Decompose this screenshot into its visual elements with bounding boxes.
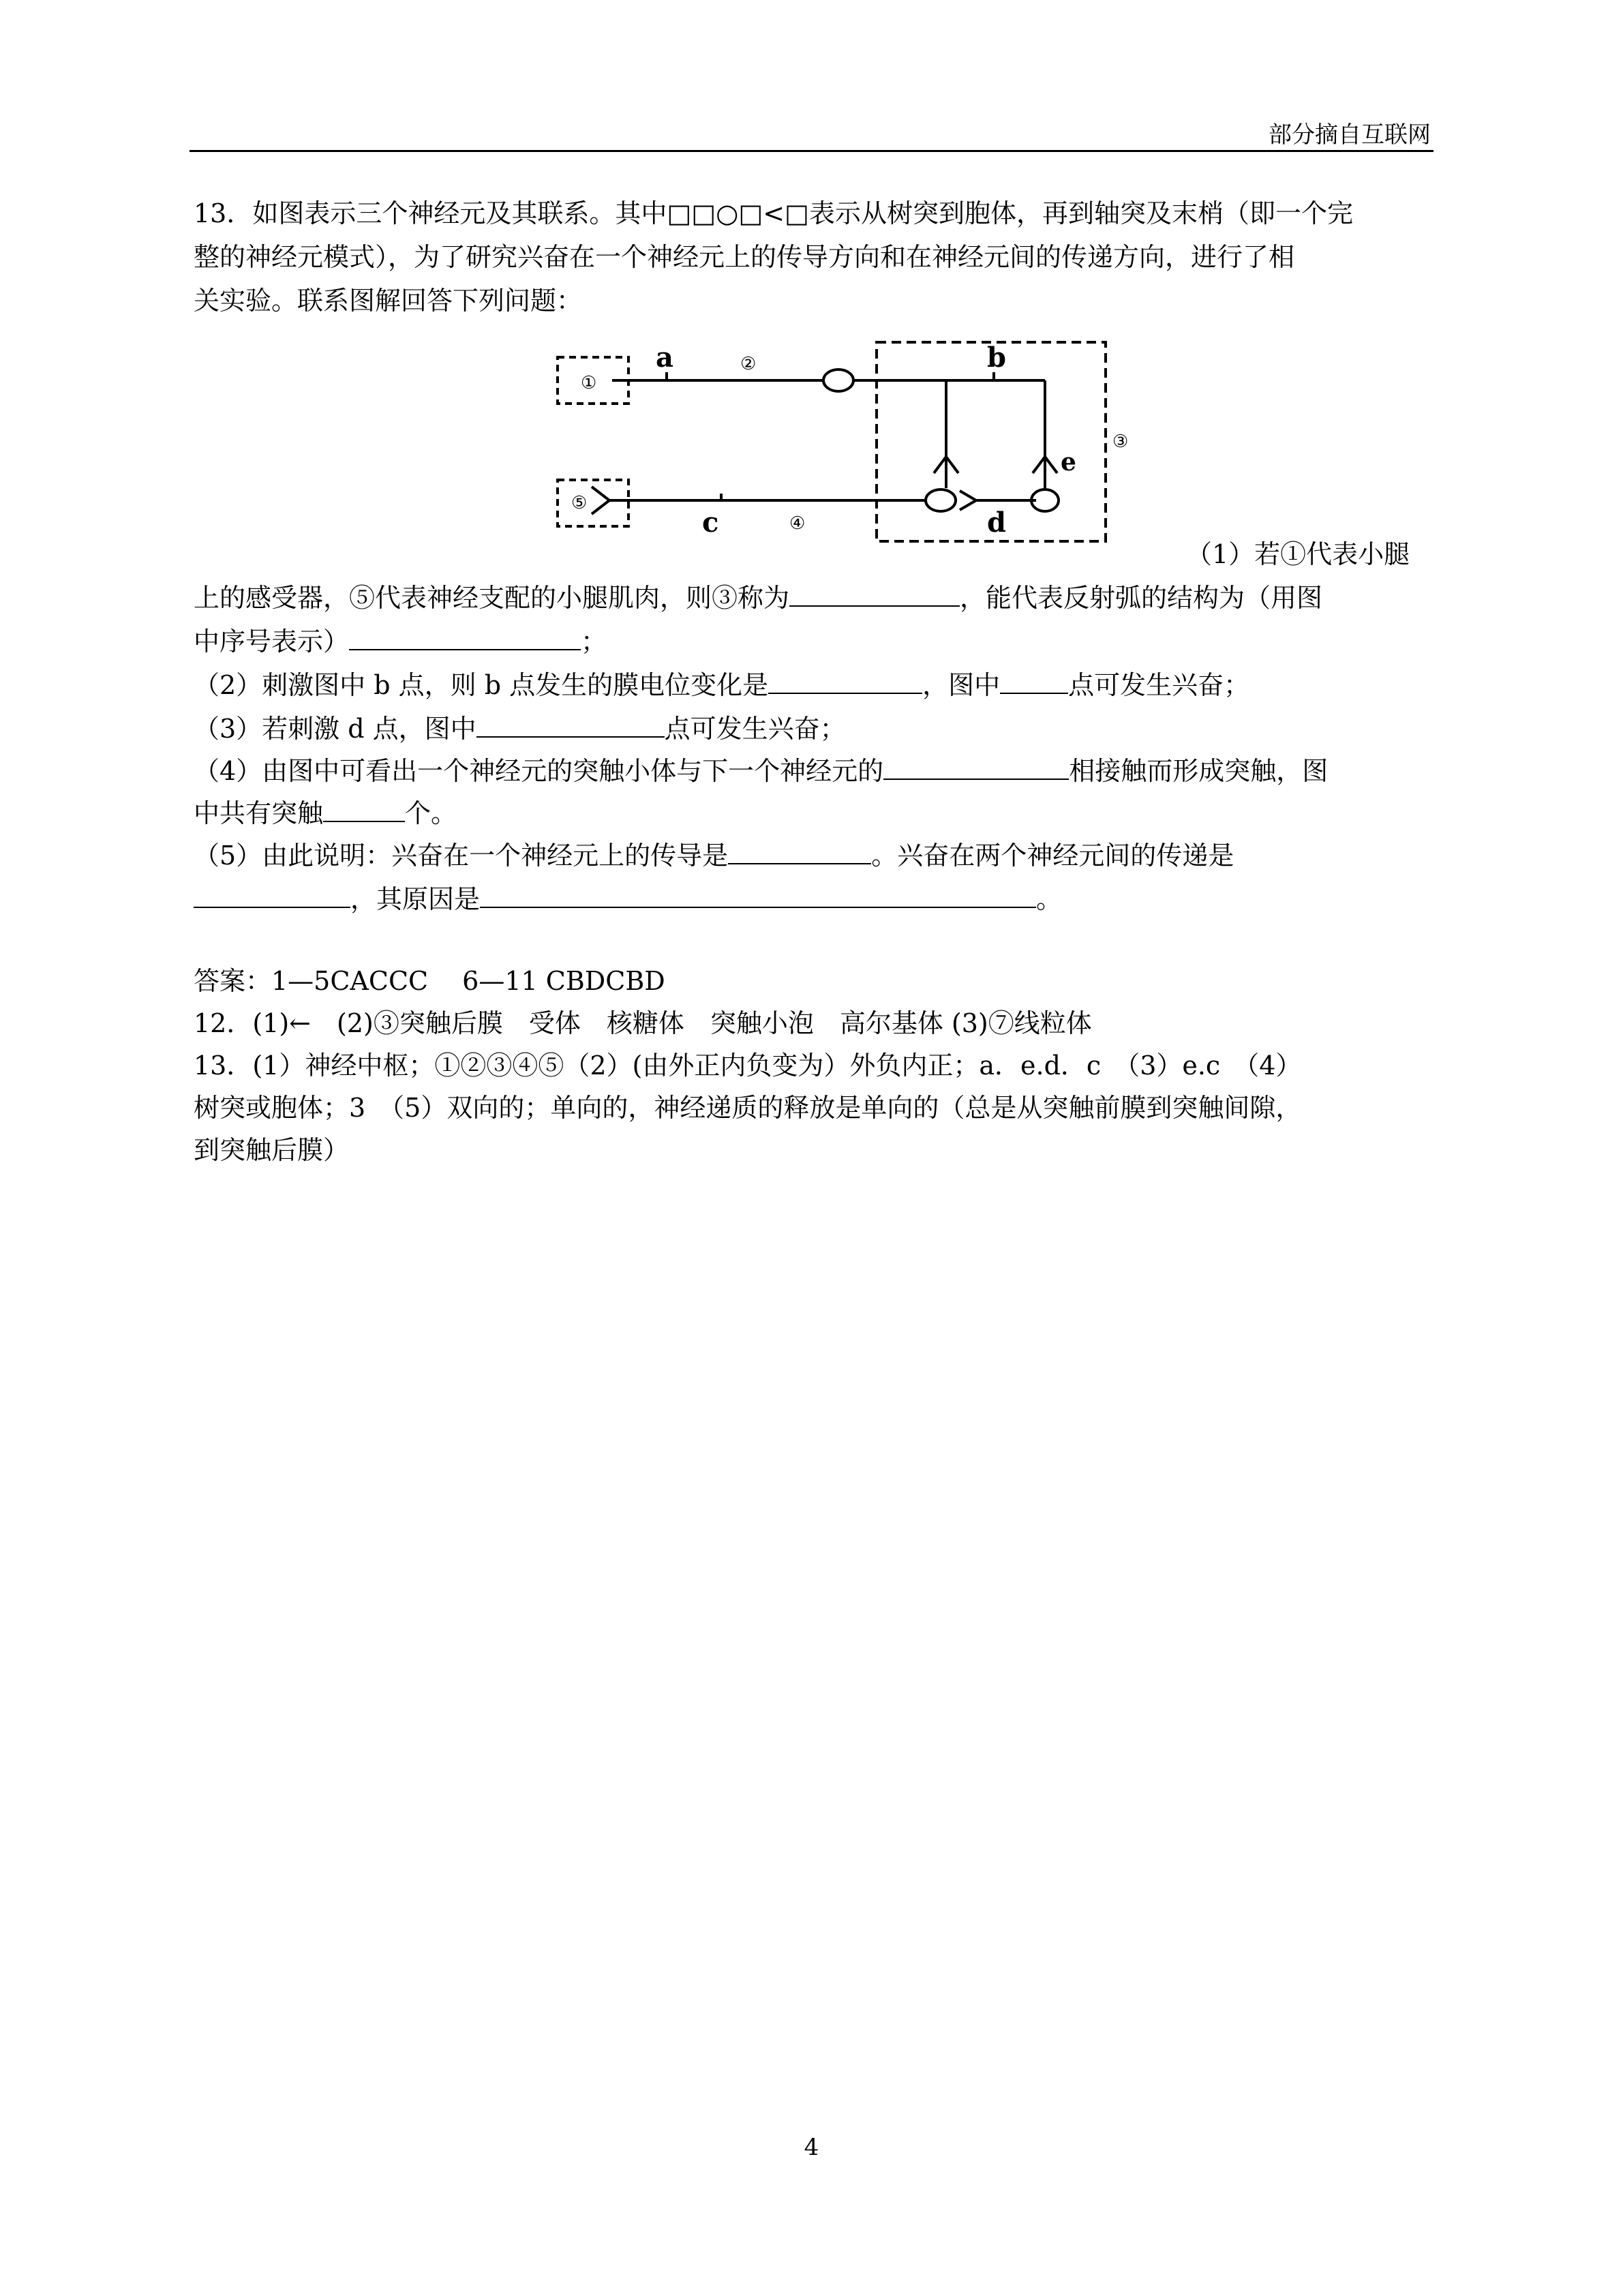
neuron-diagram-svg [551, 337, 1151, 554]
label-a: a [656, 342, 673, 374]
label-n5: ⑤ [571, 493, 588, 513]
part4-text-d: 个。 [405, 798, 457, 828]
answers-line-3: 13．(1）神经中枢；①②③④⑤（2）(由外正内负变为）外负内正；a．e.d．c （3）e.c （4） [194, 1051, 1302, 1081]
part4-text-c: 中共有突触 [194, 798, 324, 828]
label-d: d [987, 507, 1006, 539]
part1-text-d: ； [581, 626, 607, 656]
part2-line [194, 668, 1249, 702]
part1-line-2 [194, 581, 1322, 615]
part2-blank-1[interactable] [768, 668, 922, 694]
label-b: b [987, 342, 1006, 374]
label-c: c [702, 507, 719, 539]
page-number: 4 [804, 2134, 819, 2161]
page-header [189, 115, 1434, 152]
label-n4: ④ [789, 513, 806, 534]
part5-text-d: 。 [1036, 884, 1063, 914]
lower-cell-body-1 [926, 489, 956, 511]
question-intro-line-1: 13．如图表示三个神经元及其联系。其中□□○□<□表示从树突到胞体，再到轴突及末梢（即一个完 [194, 198, 1353, 228]
part4-text-a: （4）由图中可看出一个神经元的突触小体与下一个神经元的 [194, 756, 884, 786]
part1-text-a: 上的感受器，⑤代表神经支配的小腿肌肉，则③称为 [194, 583, 790, 613]
answers-line-2: 12．(1)← (2)③突触后膜 受体 核糖体 突触小泡 高尔基体 (3)⑦线粒体 [194, 1008, 1092, 1038]
question-intro-line-3: 关实验。联系图解回答下列问题： [194, 286, 583, 316]
part2-text-c: 点可发生兴奋； [1068, 670, 1250, 700]
part4-text-b: 相接触而形成突触，图 [1069, 756, 1329, 786]
part1-blank-1[interactable] [789, 581, 960, 607]
part1-tail: （1）若①代表小腿 [1186, 539, 1410, 569]
part2-text-b: ，图中 [922, 670, 1001, 700]
part4-blank-1[interactable] [883, 754, 1069, 780]
header-text: 部分摘自互联网 [1269, 121, 1431, 149]
part3-blank[interactable] [476, 712, 665, 738]
part1-line-3 [194, 624, 607, 659]
question-intro-line-2: 整的神经元模式），为了研究兴奋在一个神经元上的传导方向和在神经元间的传递方向，进行了相 [194, 242, 1295, 272]
part1-text-c: 中序号表示） [194, 626, 350, 656]
part3-text-b: 点可发生兴奋； [664, 714, 846, 744]
part5-text-b: 。兴奋在两个神经元间的传递是 [871, 841, 1234, 871]
answers-line-4: 树突或胞体；3 （5）双向的；单向的，神经递质的释放是单向的（总是从突触前膜到突触间隙， [194, 1093, 1302, 1123]
part3-text-a: （3）若刺激 d 点，图中 [194, 714, 476, 744]
part2-text-a: （2）刺激图中 b 点，则 b 点发生的膜电位变化是 [194, 670, 769, 700]
part3-line [194, 712, 846, 746]
part4-blank-2[interactable] [323, 796, 405, 822]
answers-line-1: 答案：1—5CACCC 6—11 CBDCBD [194, 966, 665, 996]
part5-text-c: ，其原因是 [350, 884, 481, 914]
part4-line-1 [194, 754, 1328, 788]
answers-line-5: 到突触后膜） [194, 1135, 350, 1165]
part1-text-b: ，能代表反射弧的结构为（用图 [960, 583, 1323, 613]
label-n2: ② [740, 354, 757, 374]
part5-line-2 [194, 882, 1062, 916]
part5-blank-1[interactable] [728, 839, 871, 864]
part1-blank-2[interactable] [349, 624, 581, 650]
part2-blank-2[interactable] [1000, 668, 1068, 694]
part5-line-1 [194, 839, 1234, 873]
part4-line-2 [194, 796, 457, 830]
label-n3: ③ [1112, 432, 1129, 452]
label-e: e [1061, 448, 1076, 477]
label-n1: ① [581, 373, 597, 393]
part5-blank-3[interactable] [480, 882, 1036, 908]
part5-blank-2[interactable] [194, 882, 350, 908]
part5-text-a: （5）由此说明：兴奋在一个神经元上的传导是 [194, 841, 729, 871]
neuron-diagram [551, 337, 1151, 554]
upper-cell-body [823, 369, 853, 391]
